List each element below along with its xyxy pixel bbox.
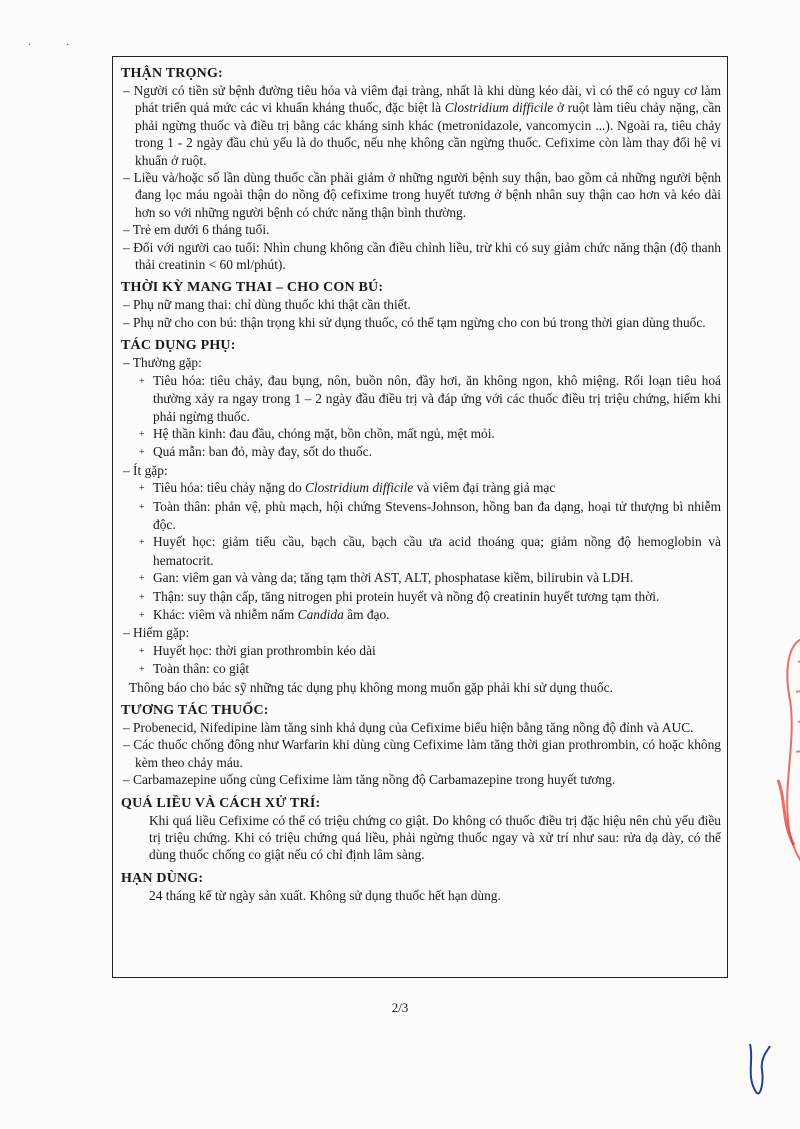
list-item: + Khác: viêm và nhiễm nấm Candida âm đạo.: [121, 606, 721, 624]
section-title: HẠN DÙNG:: [121, 870, 204, 886]
list-item: + Toàn thân: phản vệ, phù mạch, hội chứng Stevens-Johnson, hồng ban đa dạng, hoại tử thượng bì nhiễm độc.: [139, 498, 721, 532]
section-precautions: [121, 65, 721, 273]
list-item: + Huyết học: thời gian prothrombin kéo dài: [121, 642, 721, 660]
plus-bullet-icon: +: [139, 375, 145, 387]
list-item: + Huyết học: giảm tiểu cầu, bạch cầu, bạch cầu ưa acid thoáng qua; giảm nồng độ hemoglobin và hematocrit.: [139, 534, 721, 568]
list-subheading: – Hiếm gặp:: [123, 625, 190, 641]
list-item: + Tiêu hóa: tiêu chảy nặng do Clostridium difficile và viêm đại tràng giả mạc: [121, 479, 721, 497]
list-item: + Toàn thân: co giật: [121, 660, 721, 678]
list-subheading: – Ít gặp:: [123, 462, 168, 478]
page-number: 2/3: [391, 1000, 409, 1015]
scan-marks: · ·: [28, 40, 86, 51]
plus-bullet-icon: +: [139, 501, 145, 513]
section-shelf-life: [121, 870, 721, 904]
plus-bullet-icon: +: [139, 664, 145, 676]
list-item: – Trẻ em dưới 6 tháng tuổi.: [123, 222, 270, 238]
list-item: + Thận: suy thận cấp, tăng nitrogen phi protein huyết và nồng độ creatinin huyết tương tạm thời.: [121, 588, 721, 606]
section-pregnancy: [121, 279, 721, 331]
section-interactions: [121, 702, 721, 789]
section-title: TƯƠNG TÁC THUỐC:: [121, 703, 269, 718]
list-item: – Phụ nữ mang thai: chỉ dùng thuốc khi thật cần thiết.: [123, 297, 411, 313]
section-title: TÁC DỤNG PHỤ:: [121, 338, 236, 354]
paragraph: Khi quá liều Cefixime có thể có triệu chứng co giật. Do không có thuốc điều trị đặc hiệu nên chủ yếu điều trị triệu chứng. Khi có triệu chứng quá liều, phải ngừng thuốc ngay và xử trí như sau: rửa dạ dày, có thể dùng thuốc chống co giật nếu có chỉ định lâm sàng.: [149, 812, 721, 863]
plus-bullet-icon: +: [139, 573, 145, 585]
document-frame: [112, 56, 728, 978]
plus-bullet-icon: +: [139, 537, 145, 549]
signature-icon: [736, 1040, 776, 1100]
list-item: + Hệ thần kinh: đau đầu, chóng mặt, bồn chồn, mất ngủ, mệt mỏi.: [121, 425, 721, 443]
plus-bullet-icon: +: [139, 483, 145, 495]
paragraph: 24 tháng kể từ ngày sản xuất. Không sử dụng thuốc hết hạn dùng.: [149, 887, 501, 903]
plus-bullet-icon: +: [139, 591, 145, 603]
list-subheading: – Thường gặp:: [123, 355, 202, 371]
list-item: – Carbamazepine uống cùng Cefixime làm tăng nồng độ Carbamazepine trong huyết tương.: [123, 772, 616, 788]
list-item: – Người có tiền sử bệnh đường tiêu hóa và viêm đại tràng, nhất là khi dùng kéo dài, vì có thể có nguy cơ làm phát triển quá mức các vi khuẩn kháng thuốc, đặc biệt là Clostridium difficile ở ruột làm tiêu chảy nặng, cần phải ngừng thuốc và điều trị bằng các kháng sinh khác (metronidazole, vancomycin ...). Ngoài ra, tiêu chảy trong 1 - 2 ngày đầu chủ yếu là do thuốc, nếu nhẹ không cần ngừng thuốc. Cefixime còn làm thay đổi hệ vi khuẩn ở ruột.: [123, 83, 721, 168]
list-item: – Đối với người cao tuổi: Nhìn chung không cần điều chỉnh liều, trừ khi có suy giảm chức năng thận (độ thanh thải creatinin < 60 ml/phút).: [123, 239, 721, 273]
list-item: + Gan: viêm gan và vàng da; tăng tạm thời AST, ALT, phosphatase kiềm, bilirubin và LDH.: [121, 569, 721, 587]
list-item: – Probenecid, Nifedipine làm tăng sinh khả dụng của Cefixime biểu hiện bằng tăng nồng độ đỉnh và AUC.: [123, 720, 694, 735]
plus-bullet-icon: +: [139, 609, 145, 621]
section-title: THẬN TRỌNG:: [121, 66, 223, 81]
plus-bullet-icon: +: [139, 428, 145, 440]
section-title: QUÁ LIỀU VÀ CÁCH XỬ TRÍ:: [121, 795, 321, 811]
section-overdose: [121, 795, 721, 864]
section-side-effects: [121, 337, 721, 696]
red-stamp-fragment-icon: [776, 630, 800, 870]
section-title: THỜI KỲ MANG THAI – CHO CON BÚ:: [121, 280, 384, 296]
side-effect-notice: Thông báo cho bác sỹ những tác dụng phụ không mong muốn gặp phải khi sử dụng thuốc.: [129, 679, 613, 695]
list-item: + Quá mẫn: ban đỏ, mày đay, sốt do thuốc.: [121, 443, 721, 461]
plus-bullet-icon: +: [139, 447, 145, 459]
list-item: – Phụ nữ cho con bú: thận trọng khi sử dụng thuốc, có thể tạm ngừng cho con bú trong thời gian dùng thuốc.: [123, 314, 706, 330]
list-item: – Liều và/hoặc số lần dùng thuốc cần phải giảm ở những người bệnh suy thận, bao gồm cả những người bệnh đang lọc máu ngoài thận do nồng độ cefixime trong huyết tương ở bệnh nhân suy thận cao hơn và kéo dài hơn so với những người bệnh có chức năng thận bình thường.: [123, 170, 721, 220]
list-item: + Tiêu hóa: tiêu chảy, đau bụng, nôn, buồn nôn, đầy hơi, ăn không ngon, khô miệng. Rối loạn tiêu hoá thường xảy ra ngay trong 1 – 2 ngày đầu điều trị và đáp ứng với các thuốc điều trị triệu chứng, hiếm khi phải ngừng thuốc.: [139, 372, 721, 424]
plus-bullet-icon: +: [139, 645, 145, 657]
list-item: – Các thuốc chống đông như Warfarin khi dùng cùng Cefixime làm tăng thời gian prothrombin, có hoặc không kèm theo chảy máu.: [123, 737, 721, 770]
